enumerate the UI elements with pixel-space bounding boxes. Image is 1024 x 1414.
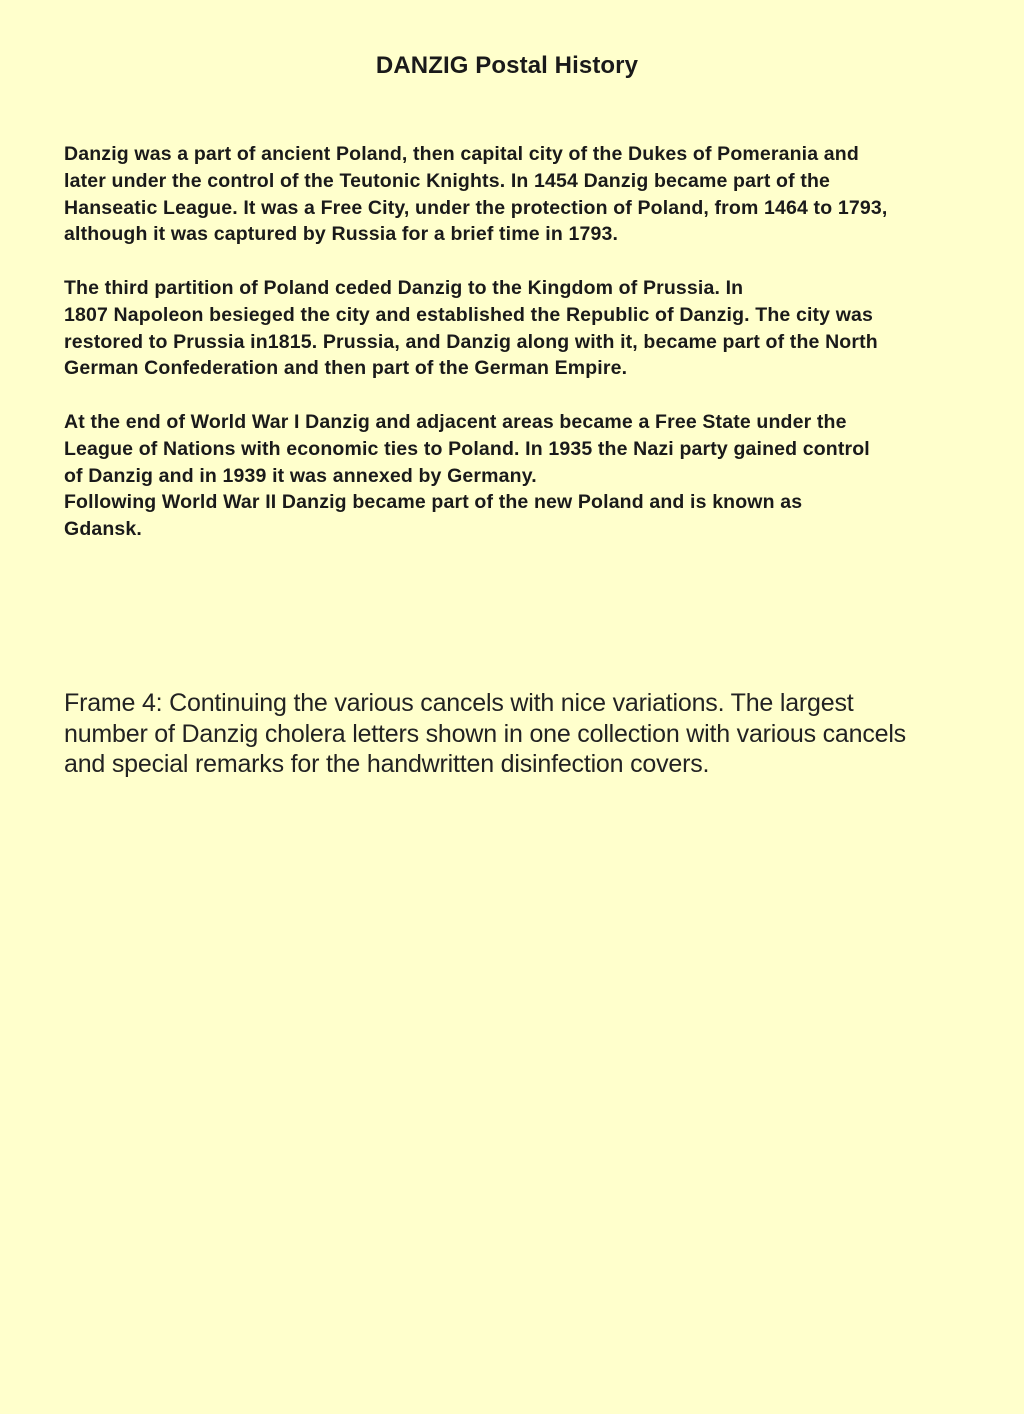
frame-note: Frame 4: Continuing the various cancels with nice variations. The largest number of Danzig cholera letters shown in one collection with various cancels and special remarks for the handwritten disinfection covers.	[64, 689, 906, 778]
paragraph-prussia: The third partition of Poland ceded Danzig to the Kingdom of Prussia. In 1807 Napoleon besieged the city and established the Republic of Danzig. The city was restored to Prussia in1815. Prussia, and Danzig along with it, became part of the North German Confederation and then part of the German Empire.	[64, 276, 878, 380]
paragraph-modern-history: At the end of World War I Danzig and adjacent areas became a Free State under the League of Nations with economic ties to Poland. In 1935 the Nazi party gained control of Danzig and in 1939 it was annexed by Germany. Following World War II Danzig became part of the new Poland and is known as Gdansk.	[64, 410, 870, 541]
page-title: DANZIG Postal History	[375, 52, 639, 79]
paragraph-early-history: Danzig was a part of ancient Poland, then capital city of the Dukes of Pomerania and later under the control of the Teutonic Knights. In 1454 Danzig became part of the Hanseatic League. It was a Free City, under the protection of Poland, from 1464 to 1793, although it was captured by Russia for a brief time in 1793.	[64, 143, 888, 246]
history-text	[64, 141, 964, 570]
